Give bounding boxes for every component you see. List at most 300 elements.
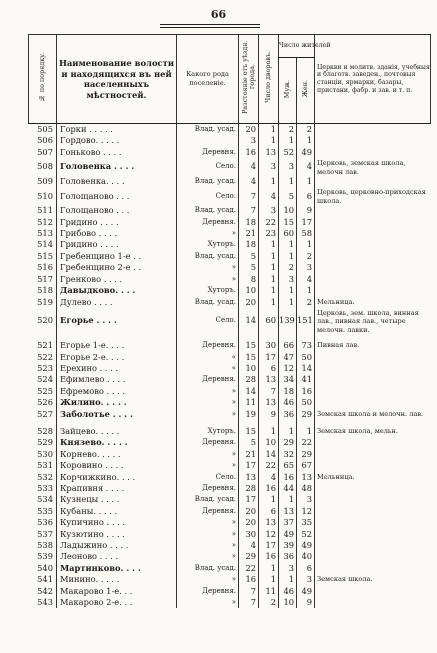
- distance-value: 4: [239, 176, 259, 187]
- male-value: 10: [279, 597, 297, 608]
- distance-value: 22: [239, 563, 259, 574]
- male-value: 1: [279, 251, 297, 262]
- settlement-kind: »: [177, 517, 239, 528]
- settlement-name: Гоньково . . . .: [57, 147, 177, 158]
- row-number: 529: [29, 437, 57, 448]
- row-number: 511: [29, 205, 57, 216]
- settlement-kind: Деревня.: [177, 586, 239, 597]
- distance-value: 20: [239, 124, 259, 136]
- settlement-name: Кузнецы . . . .: [57, 494, 177, 505]
- row-number: 531: [29, 460, 57, 471]
- male-value: 66: [279, 340, 297, 351]
- yards-value: 30: [259, 340, 279, 351]
- yards-value: 1: [259, 135, 279, 146]
- male-value: 1: [279, 297, 297, 308]
- male-value: 46: [279, 397, 297, 408]
- notes-text: Церковь, земская школа, мелочн лав.: [317, 159, 406, 176]
- table-row: [29, 540, 431, 551]
- table-row: [29, 449, 431, 460]
- female-value: 1: [297, 135, 315, 146]
- male-value: 1: [279, 574, 297, 585]
- yards-value: 13: [259, 517, 279, 528]
- settlement-name: Зайцево. . . . .: [57, 426, 177, 437]
- settlement-kind: Влад. усад.: [177, 297, 239, 308]
- distance-value: 10: [239, 285, 259, 296]
- distance-value: 14: [239, 386, 259, 397]
- notes-text: [315, 176, 431, 187]
- distance-value: 5: [239, 262, 259, 273]
- header-name: Наименование волости и находящихся въ ней населенныхъ мѣстностей.: [57, 35, 177, 124]
- row-number: 525: [29, 386, 57, 397]
- notes-text: Церковь, зем. школа, винная лав., пивная лав., четыре мелочн. лавки.: [317, 308, 419, 334]
- settlement-kind: [177, 135, 239, 146]
- distance-value: 17: [239, 460, 259, 471]
- row-number: 523: [29, 363, 57, 374]
- settlement-kind: »: [177, 551, 239, 562]
- female-value: 50: [297, 352, 315, 363]
- settlement-name: Головенка. . . .: [57, 176, 177, 187]
- male-value: 36: [279, 409, 297, 420]
- settlement-kind: »: [177, 386, 239, 397]
- female-value: 2: [297, 297, 315, 308]
- male-value: 52: [279, 147, 297, 158]
- distance-value: 7: [239, 586, 259, 597]
- row-number: 533: [29, 483, 57, 494]
- notes-text: [315, 540, 431, 551]
- distance-value: 5: [239, 251, 259, 262]
- yards-value: 11: [259, 586, 279, 597]
- settlement-name: Коровино . . . .: [57, 460, 177, 471]
- female-value: 3: [297, 262, 315, 273]
- header-distance: Разстояніе отъ уѣздн. города.: [239, 35, 259, 124]
- yards-value: 16: [259, 483, 279, 494]
- table-row: [29, 374, 431, 385]
- female-value: 41: [297, 374, 315, 385]
- female-value: 22: [297, 437, 315, 448]
- notes-text: [315, 386, 431, 397]
- row-number: 541: [29, 574, 57, 585]
- notes-text: [315, 586, 431, 597]
- table-row: [29, 386, 431, 397]
- male-value: 1: [279, 135, 297, 146]
- row-number: 509: [29, 176, 57, 187]
- row-number: 532: [29, 472, 57, 483]
- notes-text: [315, 205, 431, 216]
- notes-text: [315, 363, 431, 374]
- yards-value: 3: [259, 205, 279, 216]
- distance-value: 14: [239, 308, 259, 334]
- notes-text: [315, 597, 431, 608]
- female-value: 29: [297, 449, 315, 460]
- row-number: 530: [29, 449, 57, 460]
- table-row: [29, 308, 431, 334]
- male-value: 3: [279, 274, 297, 285]
- settlement-kind: »: [177, 274, 239, 285]
- female-value: 49: [297, 540, 315, 551]
- distance-value: 16: [239, 574, 259, 585]
- male-value: 12: [279, 363, 297, 374]
- yards-value: 1: [259, 297, 279, 308]
- notes-text: [315, 135, 431, 146]
- notes-text: Земская школа, мельн.: [317, 426, 398, 435]
- settlement-name: Голощаново . . .: [57, 187, 177, 205]
- distance-value: 19: [239, 409, 259, 420]
- settlement-kind: »: [177, 397, 239, 408]
- settlement-kind: «: [177, 352, 239, 363]
- yards-value: 2: [259, 597, 279, 608]
- female-value: 48: [297, 483, 315, 494]
- yards-value: 17: [259, 540, 279, 551]
- distance-value: 5: [239, 437, 259, 448]
- distance-value: 7: [239, 205, 259, 216]
- female-value: 9: [297, 205, 315, 216]
- settlement-name: Гордово. . . . .: [57, 135, 177, 146]
- yards-value: 1: [259, 176, 279, 187]
- settlement-name: Заболотье . . . .: [57, 409, 177, 420]
- male-value: 39: [279, 540, 297, 551]
- distance-value: 20: [239, 506, 259, 517]
- notes-text: [315, 529, 431, 540]
- settlement-kind: Влад. усад.: [177, 205, 239, 216]
- settlement-kind: Деревня.: [177, 147, 239, 158]
- yards-value: 1: [259, 285, 279, 296]
- table-row: [29, 460, 431, 471]
- female-value: 52: [297, 529, 315, 540]
- distance-value: 28: [239, 374, 259, 385]
- female-value: 2: [297, 124, 315, 136]
- table-row: [29, 397, 431, 408]
- female-value: 49: [297, 147, 315, 158]
- yards-value: 1: [259, 274, 279, 285]
- page-number: 66: [210, 8, 227, 21]
- row-number: 526: [29, 397, 57, 408]
- table-row: [29, 352, 431, 363]
- table-row: [29, 176, 431, 187]
- female-value: 50: [297, 397, 315, 408]
- distance-value: 20: [239, 517, 259, 528]
- distance-value: 4: [239, 540, 259, 551]
- settlement-name: Князево. . . . .: [57, 437, 177, 448]
- settlement-kind: »: [177, 460, 239, 471]
- male-value: 46: [279, 586, 297, 597]
- row-number: 521: [29, 340, 57, 351]
- settlement-kind: Село.: [177, 472, 239, 483]
- settlement-name: Грибово . . . .: [57, 228, 177, 239]
- male-value: 37: [279, 517, 297, 528]
- row-number: 527: [29, 409, 57, 420]
- male-value: 44: [279, 483, 297, 494]
- settlement-kind: Деревня.: [177, 217, 239, 228]
- yards-value: 14: [259, 449, 279, 460]
- notes-text: [315, 517, 431, 528]
- row-number: 508: [29, 158, 57, 176]
- table-row: [29, 124, 431, 136]
- distance-value: 17: [239, 494, 259, 505]
- table-row: [29, 135, 431, 146]
- row-number: 514: [29, 239, 57, 250]
- notes-text: [315, 274, 431, 285]
- female-value: 6: [297, 187, 315, 205]
- settlement-kind: Влад. усад.: [177, 251, 239, 262]
- row-number: 515: [29, 251, 57, 262]
- yards-value: 1: [259, 239, 279, 250]
- yards-value: 1: [259, 262, 279, 273]
- settlement-name: Гридино . . . .: [57, 217, 177, 228]
- settlement-kind: Деревня.: [177, 506, 239, 517]
- notes-text: [315, 251, 431, 262]
- female-value: 73: [297, 340, 315, 351]
- notes-text: [315, 460, 431, 471]
- female-value: 9: [297, 597, 315, 608]
- row-number: 513: [29, 228, 57, 239]
- notes-text: Земская школа и мелочн. лав.: [317, 409, 424, 418]
- notes-text: Мельница.: [317, 297, 355, 306]
- yards-value: 1: [259, 251, 279, 262]
- row-number: 507: [29, 147, 57, 158]
- settlement-kind: «: [177, 363, 239, 374]
- row-number: 542: [29, 586, 57, 597]
- distance-value: 15: [239, 426, 259, 437]
- yards-value: 7: [259, 386, 279, 397]
- yards-value: 13: [259, 397, 279, 408]
- yards-value: 10: [259, 437, 279, 448]
- table-row: [29, 274, 431, 285]
- notes-text: Церковь, церковно-приходская школа.: [317, 188, 426, 205]
- settlement-kind: Деревня.: [177, 374, 239, 385]
- distance-value: 21: [239, 449, 259, 460]
- settlement-name: Егорье 2-е. . . .: [57, 352, 177, 363]
- female-value: 3: [297, 494, 315, 505]
- settlement-name: Макарово 2-е. . .: [57, 597, 177, 608]
- notes-text: [315, 352, 431, 363]
- yards-value: 3: [259, 158, 279, 176]
- female-value: 40: [297, 551, 315, 562]
- distance-value: 20: [239, 297, 259, 308]
- notes-text: [315, 228, 431, 239]
- distance-value: 18: [239, 217, 259, 228]
- row-number: 517: [29, 274, 57, 285]
- settlement-name: Гридино . . . .: [57, 239, 177, 250]
- notes-text: [315, 437, 431, 448]
- male-value: 5: [279, 187, 297, 205]
- distance-value: 15: [239, 352, 259, 363]
- male-value: 65: [279, 460, 297, 471]
- settlement-name: Кузютино . . . .: [57, 529, 177, 540]
- settlements-table: [28, 34, 431, 608]
- male-value: 49: [279, 529, 297, 540]
- settlement-kind: »: [177, 228, 239, 239]
- female-value: 14: [297, 363, 315, 374]
- notes-text: [315, 397, 431, 408]
- table-row: [29, 262, 431, 273]
- male-value: 3: [279, 158, 297, 176]
- table-row: [29, 517, 431, 528]
- notes-text: [315, 449, 431, 460]
- row-number: 534: [29, 494, 57, 505]
- male-value: 60: [279, 228, 297, 239]
- row-number: 539: [29, 551, 57, 562]
- row-number: 520: [29, 308, 57, 334]
- yards-value: 17: [259, 352, 279, 363]
- female-value: 17: [297, 217, 315, 228]
- notes-text: [315, 551, 431, 562]
- male-value: 13: [279, 506, 297, 517]
- female-value: 3: [297, 574, 315, 585]
- table-header: [29, 35, 431, 124]
- header-number: № по порядку.: [29, 35, 57, 124]
- header-rule: [160, 24, 260, 25]
- settlement-kind: Деревня.: [177, 437, 239, 448]
- male-value: 34: [279, 374, 297, 385]
- settlement-kind: Влад. усад.: [177, 176, 239, 187]
- table-row: [29, 426, 431, 437]
- settlement-name: Леоново . . . .: [57, 551, 177, 562]
- male-value: 10: [279, 205, 297, 216]
- yards-value: 23: [259, 228, 279, 239]
- table-row: [29, 529, 431, 540]
- male-value: 2: [279, 262, 297, 273]
- female-value: 1: [297, 426, 315, 437]
- settlement-kind: Село.: [177, 158, 239, 176]
- distance-value: 28: [239, 483, 259, 494]
- row-number: 512: [29, 217, 57, 228]
- male-value: 36: [279, 551, 297, 562]
- male-value: 16: [279, 472, 297, 483]
- settlement-kind: Хуторъ.: [177, 426, 239, 437]
- settlement-name: Купичино . . . .: [57, 517, 177, 528]
- yards-value: 4: [259, 472, 279, 483]
- settlement-name: Кубаны. . . . .: [57, 506, 177, 517]
- female-value: 2: [297, 251, 315, 262]
- table-row: [29, 363, 431, 374]
- male-value: 1: [279, 239, 297, 250]
- distance-value: 13: [239, 472, 259, 483]
- distance-value: 29: [239, 551, 259, 562]
- header-notes: Церкви и молитв. зданія, учебныя и благотв. заведен., почтовыя станціи, ярмарки, базары, пристани, фабр. и зав. и т. п.: [315, 35, 431, 124]
- distance-value: 21: [239, 228, 259, 239]
- male-value: 1: [279, 426, 297, 437]
- row-number: 543: [29, 597, 57, 608]
- settlement-kind: Село.: [177, 308, 239, 334]
- settlement-name: Ерехино . . . .: [57, 363, 177, 374]
- settlement-name: Жилино. . . . .: [57, 397, 177, 408]
- table-row: [29, 483, 431, 494]
- female-value: 13: [297, 472, 315, 483]
- row-number: 519: [29, 297, 57, 308]
- male-value: 1: [279, 176, 297, 187]
- settlement-kind: »: [177, 597, 239, 608]
- table-row: [29, 586, 431, 597]
- yards-value: 1: [259, 494, 279, 505]
- yards-value: 1: [259, 426, 279, 437]
- distance-value: 11: [239, 397, 259, 408]
- table-row: [29, 158, 431, 176]
- male-value: 3: [279, 563, 297, 574]
- male-value: 32: [279, 449, 297, 460]
- table-row: [29, 574, 431, 585]
- settlement-name: Головенка . . . .: [57, 158, 177, 176]
- settlement-name: Минино. . . . .: [57, 574, 177, 585]
- yards-value: 13: [259, 374, 279, 385]
- female-value: 67: [297, 460, 315, 471]
- male-value: 15: [279, 217, 297, 228]
- settlement-kind: Деревня.: [177, 340, 239, 351]
- row-number: 506: [29, 135, 57, 146]
- female-value: 6: [297, 563, 315, 574]
- row-number: 510: [29, 187, 57, 205]
- table-row: [29, 251, 431, 262]
- table-row: [29, 340, 431, 351]
- yards-value: 12: [259, 529, 279, 540]
- settlement-name: Егорье 1-е. . . .: [57, 340, 177, 351]
- notes-text: [315, 563, 431, 574]
- header-kind: Какого рода поселеніе.: [177, 35, 239, 124]
- table-row: [29, 563, 431, 574]
- notes-text: [315, 494, 431, 505]
- male-value: 18: [279, 386, 297, 397]
- female-value: 4: [297, 274, 315, 285]
- row-number: 516: [29, 262, 57, 273]
- male-value: 29: [279, 437, 297, 448]
- settlement-name: Горки . . . . .: [57, 124, 177, 136]
- notes-text: Земская школа.: [317, 575, 373, 584]
- settlement-kind: »: [177, 574, 239, 585]
- female-value: 1: [297, 239, 315, 250]
- settlement-kind: Хуторъ.: [177, 285, 239, 296]
- female-value: 1: [297, 285, 315, 296]
- female-value: 58: [297, 228, 315, 239]
- table-row: [29, 285, 431, 296]
- notes-text: [315, 147, 431, 158]
- notes-text: Пивная лав.: [317, 341, 360, 350]
- settlement-name: Мартинково. . . .: [57, 563, 177, 574]
- yards-value: 22: [259, 217, 279, 228]
- settlement-name: Давыдково. . . .: [57, 285, 177, 296]
- settlement-name: Макарово 1-е. . .: [57, 586, 177, 597]
- settlement-kind: Деревня.: [177, 483, 239, 494]
- distance-value: 16: [239, 147, 259, 158]
- female-value: 151: [297, 308, 315, 334]
- settlement-name: Корнево. . . . .: [57, 449, 177, 460]
- row-number: 505: [29, 124, 57, 136]
- notes-text: [315, 262, 431, 273]
- row-number: 540: [29, 563, 57, 574]
- table-body: [29, 124, 431, 609]
- settlement-kind: »: [177, 529, 239, 540]
- table-row: [29, 597, 431, 608]
- notes-text: [315, 217, 431, 228]
- yards-value: 9: [259, 409, 279, 420]
- table-row: [29, 205, 431, 216]
- settlement-kind: »: [177, 409, 239, 420]
- settlement-name: Гренково . . . .: [57, 274, 177, 285]
- settlement-name: Голощаново . . .: [57, 205, 177, 216]
- notes-text: Мельница.: [317, 472, 355, 481]
- distance-value: 3: [239, 135, 259, 146]
- table-row: [29, 147, 431, 158]
- table-row: [29, 551, 431, 562]
- yards-value: 1: [259, 563, 279, 574]
- female-value: 4: [297, 158, 315, 176]
- settlement-name: Ефимлево . . . .: [57, 374, 177, 385]
- settlement-name: Гребенщино 2-е . .: [57, 262, 177, 273]
- settlement-name: Гребенщино 1-е . .: [57, 251, 177, 262]
- settlement-name: Ефремово . . . .: [57, 386, 177, 397]
- yards-value: 60: [259, 308, 279, 334]
- table-row: [29, 409, 431, 420]
- settlement-kind: Влад. усад.: [177, 124, 239, 136]
- notes-text: [315, 483, 431, 494]
